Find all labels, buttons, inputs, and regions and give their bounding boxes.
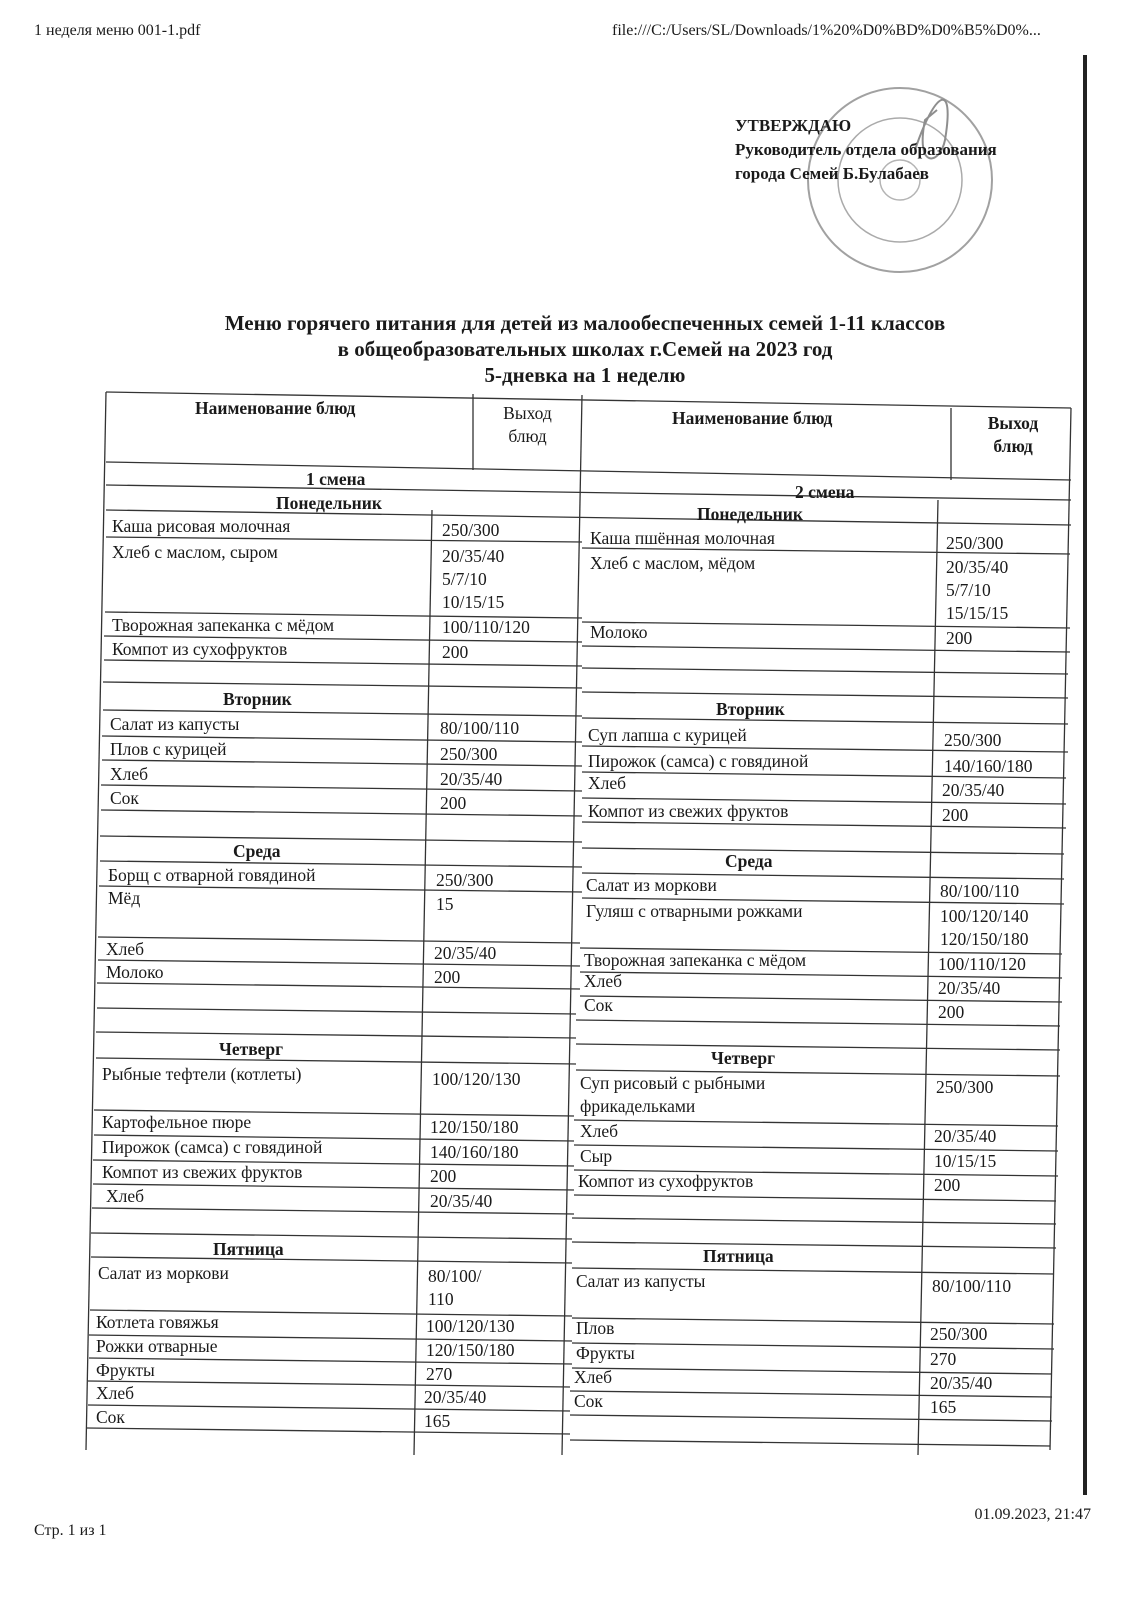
left-mon-yield: 200 <box>442 642 469 662</box>
left-tue-yield: 250/300 <box>440 744 498 764</box>
scan-edge-line <box>1083 55 1087 1495</box>
left-mon-yield-line: 10/15/15 <box>442 592 505 612</box>
header-yield-left-l1: Выход <box>503 403 552 423</box>
left-wed-dish: Мёд <box>108 888 141 908</box>
left-day-tuesday: Вторник <box>223 689 292 709</box>
left-tue-dish: Хлеб <box>110 764 149 784</box>
left-thu-dish: Пирожок (самса) с говядиной <box>102 1137 323 1157</box>
left-thu-dish: Хлеб <box>106 1186 145 1206</box>
title-line-3: 5-дневка на 1 неделю <box>484 363 686 387</box>
left-wed-yield: 15 <box>436 894 454 914</box>
right-thu-yield: 250/300 <box>936 1077 994 1097</box>
left-fri-dish: Рожки отварные <box>96 1336 218 1356</box>
left-wed-dish: Борщ с отварной говядиной <box>108 865 316 885</box>
right-mon-dish: Хлеб с маслом, мёдом <box>590 553 756 573</box>
right-wed-yield-line: 120/150/180 <box>940 929 1029 949</box>
right-mon-yield <box>946 556 1008 625</box>
left-thu-dish: Компот из свежих фруктов <box>102 1162 303 1182</box>
left-tue-yield: 200 <box>440 793 467 813</box>
right-wed-yield: 20/35/40 <box>938 978 1001 998</box>
approval-position: Руководитель отдела образования <box>735 140 997 159</box>
left-thu-yield: 140/160/180 <box>430 1142 519 1162</box>
right-mon-yield: 250/300 <box>946 533 1004 553</box>
left-fri-dish: Салат из моркови <box>98 1263 229 1283</box>
page-title <box>120 310 1050 388</box>
document-url: file:///C:/Users/SL/Downloads/1%20%D0%BD%D0%B5%D0%... <box>612 22 1041 39</box>
right-wed-yield <box>940 905 1028 951</box>
left-mon-dish: Хлеб с маслом, сыром <box>112 542 278 562</box>
approval-title: УТВЕРЖДАЮ <box>735 116 852 135</box>
left-fri-yield: 20/35/40 <box>424 1387 487 1407</box>
left-day-thursday: Четверг <box>219 1039 284 1059</box>
header-yield-right-l1: Выход <box>987 413 1039 433</box>
right-fri-dish: Фрукты <box>576 1343 635 1363</box>
right-thu-dish: Хлеб <box>580 1121 619 1141</box>
right-thu-dish-line: фрикадельками <box>580 1096 696 1116</box>
left-fri-yield-line: 110 <box>428 1289 454 1309</box>
shift-1-label: 1 смена <box>306 469 366 489</box>
right-thu-dish: Компот из сухофруктов <box>578 1171 754 1191</box>
right-wed-yield: 80/100/110 <box>940 881 1020 901</box>
right-fri-dish: Хлеб <box>574 1367 613 1387</box>
left-thu-yield: 200 <box>430 1166 457 1186</box>
right-day-thursday: Четверг <box>711 1048 776 1068</box>
left-tue-yield: 20/35/40 <box>440 769 503 789</box>
right-tue-yield: 200 <box>942 805 969 825</box>
left-tue-dish: Плов с курицей <box>110 739 227 759</box>
left-fri-yield-line: 80/100/ <box>428 1266 482 1286</box>
header-dish-left: Наименование блюд <box>195 398 356 418</box>
left-fri-dish: Хлеб <box>96 1383 135 1403</box>
header-yield-right-l2: блюд <box>993 436 1033 456</box>
right-mon-yield: 200 <box>946 628 973 648</box>
right-wed-yield: 100/110/120 <box>938 954 1026 974</box>
right-fri-yield: 270 <box>930 1349 957 1369</box>
left-thu-yield: 20/35/40 <box>430 1191 493 1211</box>
right-day-friday: Пятница <box>703 1246 774 1266</box>
left-fri-dish: Котлета говяжья <box>96 1312 219 1332</box>
left-day-friday: Пятница <box>213 1239 284 1259</box>
left-fri-yield: 100/120/130 <box>426 1316 515 1336</box>
right-wed-yield-line: 100/120/140 <box>940 906 1029 926</box>
left-fri-dish: Фрукты <box>96 1360 155 1380</box>
left-wed-dish: Хлеб <box>106 939 145 959</box>
left-mon-yield <box>442 545 504 614</box>
header-yield-left <box>480 402 575 448</box>
left-tue-dish: Салат из капусты <box>110 714 240 734</box>
left-day-wednesday: Среда <box>233 841 281 861</box>
right-tue-dish: Пирожок (самса) с говядиной <box>588 751 809 771</box>
document-file-name: 1 неделя меню 001-1.pdf <box>34 22 201 39</box>
left-wed-yield: 250/300 <box>436 870 494 890</box>
left-fri-yield <box>428 1265 481 1311</box>
right-tue-dish: Компот из свежих фруктов <box>588 801 789 821</box>
right-day-tuesday: Вторник <box>716 699 785 719</box>
left-mon-yield-line: 20/35/40 <box>442 546 505 566</box>
right-fri-yield: 80/100/110 <box>932 1276 1012 1296</box>
right-fri-dish: Салат из капусты <box>576 1271 706 1291</box>
header-dish-right: Наименование блюд <box>672 408 833 428</box>
right-wed-dish: Сок <box>584 995 613 1015</box>
left-thu-yield: 120/150/180 <box>430 1117 519 1137</box>
right-wed-dish: Творожная запеканка с мёдом <box>584 950 807 970</box>
right-thu-yield: 200 <box>934 1175 961 1195</box>
approval-name: города Семей Б.Булабаев <box>735 164 929 183</box>
right-mon-yield-line: 20/35/40 <box>946 557 1009 577</box>
left-thu-dish: Рыбные тефтели (котлеты) <box>102 1064 302 1084</box>
right-thu-dish-line: Суп рисовый с рыбными <box>580 1073 766 1093</box>
left-fri-yield: 165 <box>424 1411 451 1431</box>
left-mon-dish: Творожная запеканка с мёдом <box>112 615 335 635</box>
right-thu-yield: 20/35/40 <box>934 1126 997 1146</box>
right-fri-dish: Плов <box>576 1318 615 1338</box>
right-tue-dish: Суп лапша с курицей <box>588 725 747 745</box>
left-mon-yield: 100/110/120 <box>442 617 530 637</box>
left-mon-dish: Каша рисовая молочная <box>112 516 291 536</box>
right-tue-yield: 250/300 <box>944 730 1002 750</box>
left-thu-dish: Картофельное пюре <box>102 1112 252 1132</box>
header-yield-right <box>958 412 1068 458</box>
right-wed-yield: 200 <box>938 1002 965 1022</box>
right-day-wednesday: Среда <box>725 851 773 871</box>
title-line-1: Меню горячего питания для детей из малообеспеченных семей 1-11 классов <box>224 311 946 335</box>
left-wed-yield: 200 <box>434 967 461 987</box>
left-tue-yield: 80/100/110 <box>440 718 520 738</box>
header-yield-left-l2: блюд <box>508 426 547 446</box>
right-thu-dish <box>580 1072 765 1118</box>
title-line-2: в общеобразовательных школах г.Семей на 2023 год <box>337 337 833 361</box>
right-fri-yield: 20/35/40 <box>930 1373 993 1393</box>
left-mon-yield: 250/300 <box>442 520 500 540</box>
right-tue-yield: 140/160/180 <box>944 756 1033 776</box>
right-wed-dish: Гуляш с отварными рожками <box>586 901 803 921</box>
right-tue-dish: Хлеб <box>588 773 627 793</box>
left-wed-yield: 20/35/40 <box>434 943 497 963</box>
approval-block <box>735 114 997 186</box>
right-fri-yield: 165 <box>930 1397 957 1417</box>
left-fri-dish: Сок <box>96 1407 125 1427</box>
left-day-monday: Понедельник <box>276 493 382 513</box>
left-mon-dish: Компот из сухофруктов <box>112 639 288 659</box>
right-mon-yield-line: 5/7/10 <box>946 580 991 600</box>
right-thu-dish: Сыр <box>580 1146 613 1166</box>
left-wed-dish: Молоко <box>106 962 164 982</box>
right-mon-dish: Молоко <box>590 622 648 642</box>
left-fri-yield: 270 <box>426 1364 453 1384</box>
right-fri-dish: Сок <box>574 1391 603 1411</box>
left-tue-dish: Сок <box>110 788 139 808</box>
right-mon-dish: Каша пшённая молочная <box>590 528 775 548</box>
left-thu-yield: 100/120/130 <box>432 1069 521 1089</box>
shift-2-label: 2 смена <box>795 482 855 502</box>
right-wed-dish: Салат из моркови <box>586 875 717 895</box>
right-fri-yield: 250/300 <box>930 1324 988 1344</box>
right-day-monday: Понедельник <box>697 504 803 524</box>
right-mon-yield-line: 15/15/15 <box>946 603 1009 623</box>
right-thu-yield: 10/15/15 <box>934 1151 997 1171</box>
page-counter: Стр. 1 из 1 <box>34 1522 107 1539</box>
print-datetime: 01.09.2023, 21:47 <box>974 1506 1091 1523</box>
left-mon-yield-line: 5/7/10 <box>442 569 487 589</box>
right-wed-dish: Хлеб <box>584 971 623 991</box>
left-fri-yield: 120/150/180 <box>426 1340 515 1360</box>
right-tue-yield: 20/35/40 <box>942 780 1005 800</box>
